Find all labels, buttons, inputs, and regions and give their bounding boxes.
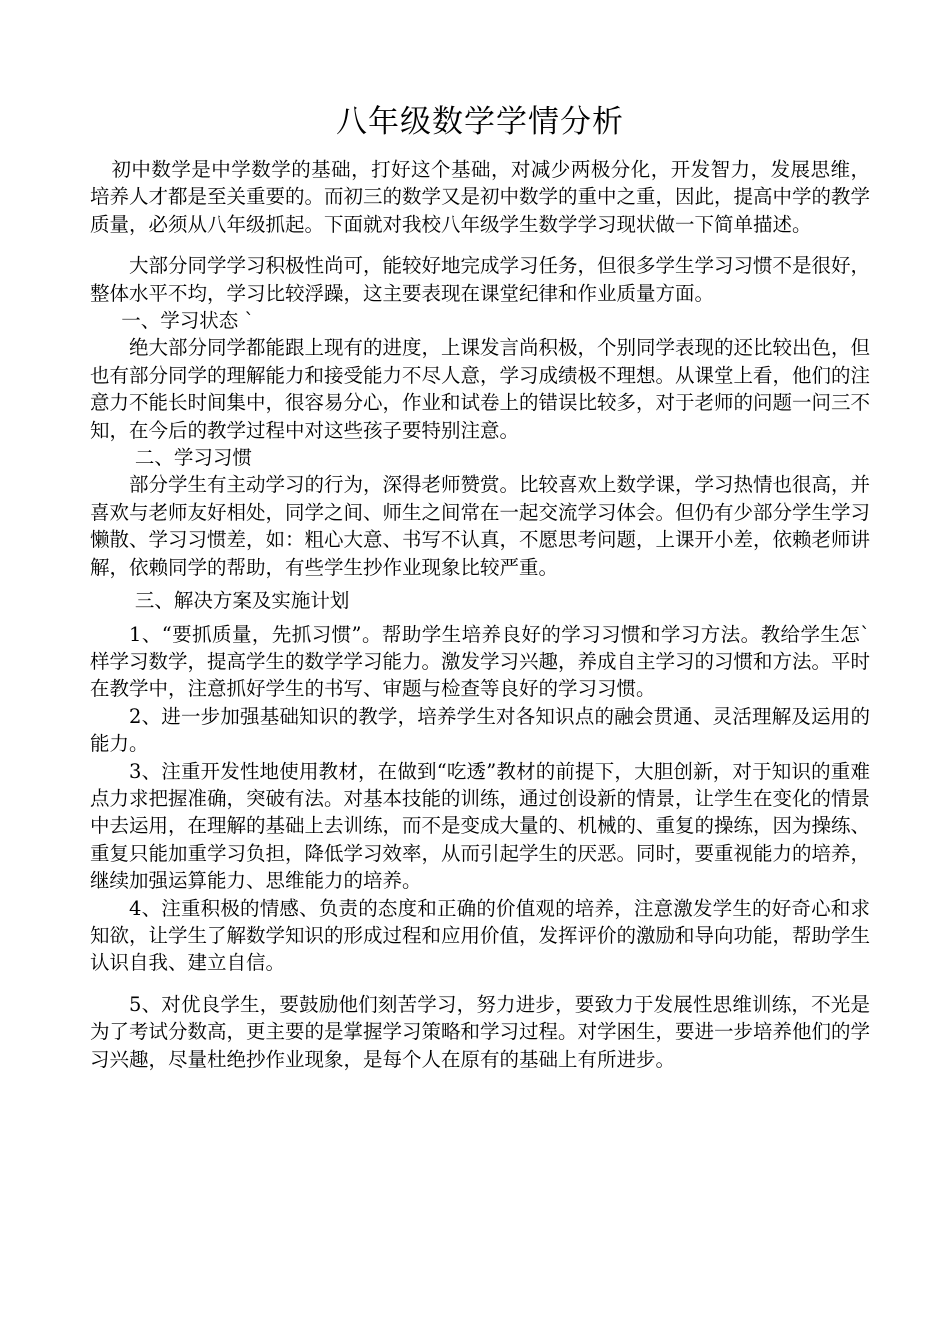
- section-2-body: 部分学生有主动学习的行为，深得老师赞赏。比较喜欢上数学课，学习热情也很高，并喜欢与老师友好相处，同学之间、师生之间常在一起交流学习体会。但仍有少部分学生学习懒散、学习习惯差，如：粗心大意、书写不认真，不愿思考问题，上课开小差，依赖老师讲解，依赖同学的帮助，有些学生抄作业现象比较严重。: [90, 473, 871, 579]
- intro-paragraph: 初中数学是中学数学的基础，打好这个基础，对减少两极分化，开发智力，发展思维，培养人才都是至关重要的。而初三的数学又是初中数学的重中之重，因此，提高中学的教学质量，必须从八年级抓起。下面就对我校八年级学生数学学习现状做一下简单描述。: [90, 158, 871, 236]
- section-3-heading: 三、解决方案及实施计划: [134, 589, 350, 613]
- document-page: [90, 98, 870, 1073]
- section-1-body: 绝大部分同学都能跟上现有的进度，上课发言尚积极，个别同学表现的还比较出色，但也有部分同学的理解能力和接受能力不尽人意，学习成绩极不理想。从课堂上看，他们的注意力不能长时间集中，很容易分心，作业和试卷上的错误比较多，对于老师的问题一问三不知，在今后的教学过程中对这些孩子要特别注意。: [90, 336, 871, 442]
- plan-item-3: 3、注重开发性地使用教材，在做到“吃透”教材的前提下，大胆创新，对于知识的重难点力求把握准确，突破有法。对基本技能的训练，通过创设新的情景，让学生在变化的情景中去运用，在理解的基础上去训练，而不是变成大量的、机械的、重复的操练，因为操练、重复只能加重学习负担，降低学习效率，从而引起学生的厌恶。同时，要重视能力的培养，继续加强运算能力、思维能力的培养。: [90, 759, 871, 893]
- overview-paragraph: 大部分同学学习积极性尚可，能较好地完成学习任务，但很多学生学习习惯不是很好，整体水平不均，学习比较浮躁，这主要表现在课堂纪律和作业质量方面。: [90, 254, 871, 305]
- section-2-heading: 二、学习习惯: [134, 446, 252, 470]
- plan-item-5: 5、对优良学生，要鼓励他们刻苦学习，努力进步，要致力于发展性思维训练，不光是为了考试分数高，更主要的是掌握学习策略和学习过程。对学困生，要进一步培养他们的学习兴趣，尽量杜绝抄作业现象，是每个人在原有的基础上有所进步。: [90, 992, 871, 1071]
- plan-item-4: 4、注重积极的情感、负责的态度和正确的价值观的培养，注意激发学生的好奇心和求知欲，让学生了解数学知识的形成过程和应用价值，发挥评价的激励和导向功能，帮助学生认识自我、建立自信。: [90, 896, 871, 975]
- plan-item-1: 1、“要抓质量，先抓习惯”。帮助学生培养良好的学习习惯和学习方法。教给学生怎`样学习数学，提高学生的数学学习能力。激发学习兴趣，养成自主学习的习惯和方法。平时在教学中，注意抓好学生的书写、审题与检查等良好的学习习惯。: [90, 622, 871, 701]
- document-title: 八年级数学学情分析: [336, 104, 624, 140]
- section-1-heading: 一、学习状态 `: [121, 309, 255, 333]
- plan-item-2: 2、进一步加强基础知识的教学，培养学生对各知识点的融会贯通、灵活理解及运用的能力。: [90, 704, 870, 756]
